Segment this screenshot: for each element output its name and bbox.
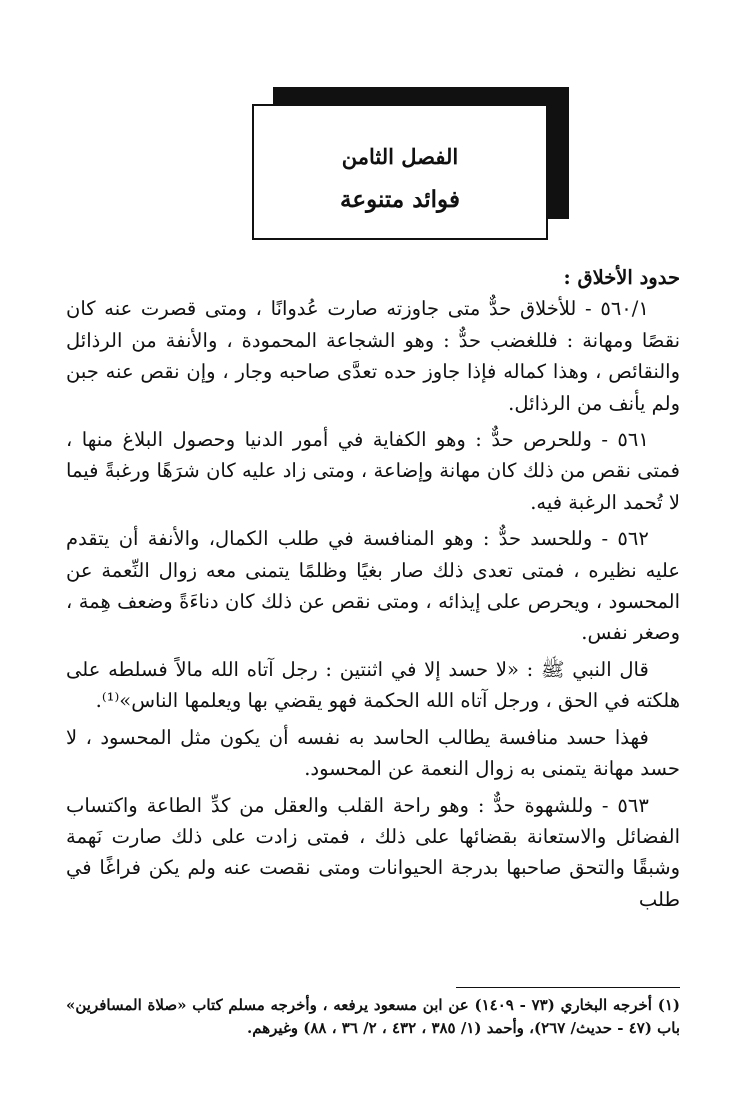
paragraph-563: ٥٦٣ - وللشهوة حدٌّ : وهو راحة القلب والعقل من كدِّ الطاعة واكتساب الفضائل والاستعانة بقضائها على ذلك ، فمتى زادت على ذلك صارت نَهمة وشبقًا والتحق صاحبها بدرجة الحيوانات ومتى نقصت عنه ولم يكن فراغًا في طلب [66, 793, 680, 911]
chapter-number: الفصل الثامن [341, 144, 459, 169]
chapter-title-box [252, 104, 548, 240]
paragraph-560: ٥٦٠/١ - للأخلاق حدٌّ متى جاوزته صارت عُدوانًا ، ومتى قصرت عنه كان نقصًا ومهانة : فللغضب حدٌّ : وهو الشجاعة المحمودة ، والأنفة من الرذائل والنقائص ، وهذا كماله فإذا جاوز حده تعدَّى صاحبه وجار ، وإن نقص عنه جبن ولم يأنف من الرذائل. [66, 297, 680, 415]
chapter-title: فوائد متنوعة [340, 186, 460, 213]
paragraph-562: ٥٦٢ - وللحسد حدٌّ : وهو المنافسة في طلب الكمال، والأنفة أن يتقدم عليه نظيره ، فمتى تعدى ذلك صار بغيًا وظلمًا يتمنى معه زوال النِّعمة عن المحسود ، ويحرص على إيذائه ، ومتى نقص عن ذلك كان دناءَةً وضعف هِمة ، وصغر نفس. [66, 527, 680, 645]
paragraph-hadith: قال النبي ﷺ : «لا حسد إلا في اثنتين : رجل آتاه الله مالاً فسلطه على هلكته في الحق ، ورجل آتاه الله الحكمة فهو يقضي بها ويعلمها الناس»⁽¹⁾. [66, 657, 680, 713]
paragraph-561: ٥٦١ - وللحرص حدٌّ : وهو الكفاية في أمور الدنيا وحصول البلاغ منها ، فمتى نقص من ذلك كان مهانة وإضاعة ، ومتى زاد عليه كان شرَهًا ورغبةً فيما لا تُحمد الرغبة فيه. [66, 428, 680, 514]
section-heading: حدود الأخلاق : [563, 266, 680, 289]
footnote: (١) أخرجه البخاري (٧٣ - ١٤٠٩) عن ابن مسعود يرفعه ، وأخرجه مسلم كتاب «صلاة المسافرين» باب (٤٧ - حديث/ ٢٦٧)، وأحمد (١/ ٣٨٥ ، ٤٣٢ ، ٢/ ٣٦ ، ٨٨) وغيرهم. [66, 996, 680, 1037]
paragraph-commentary: فهذا حسد منافسة يطالب الحاسد به نفسه أن يكون مثل المحسود ، لا حسد مهانة يتمنى به زوال النعمة عن المحسود. [66, 725, 680, 781]
footnote-divider [456, 987, 680, 988]
main-text [66, 262, 680, 915]
